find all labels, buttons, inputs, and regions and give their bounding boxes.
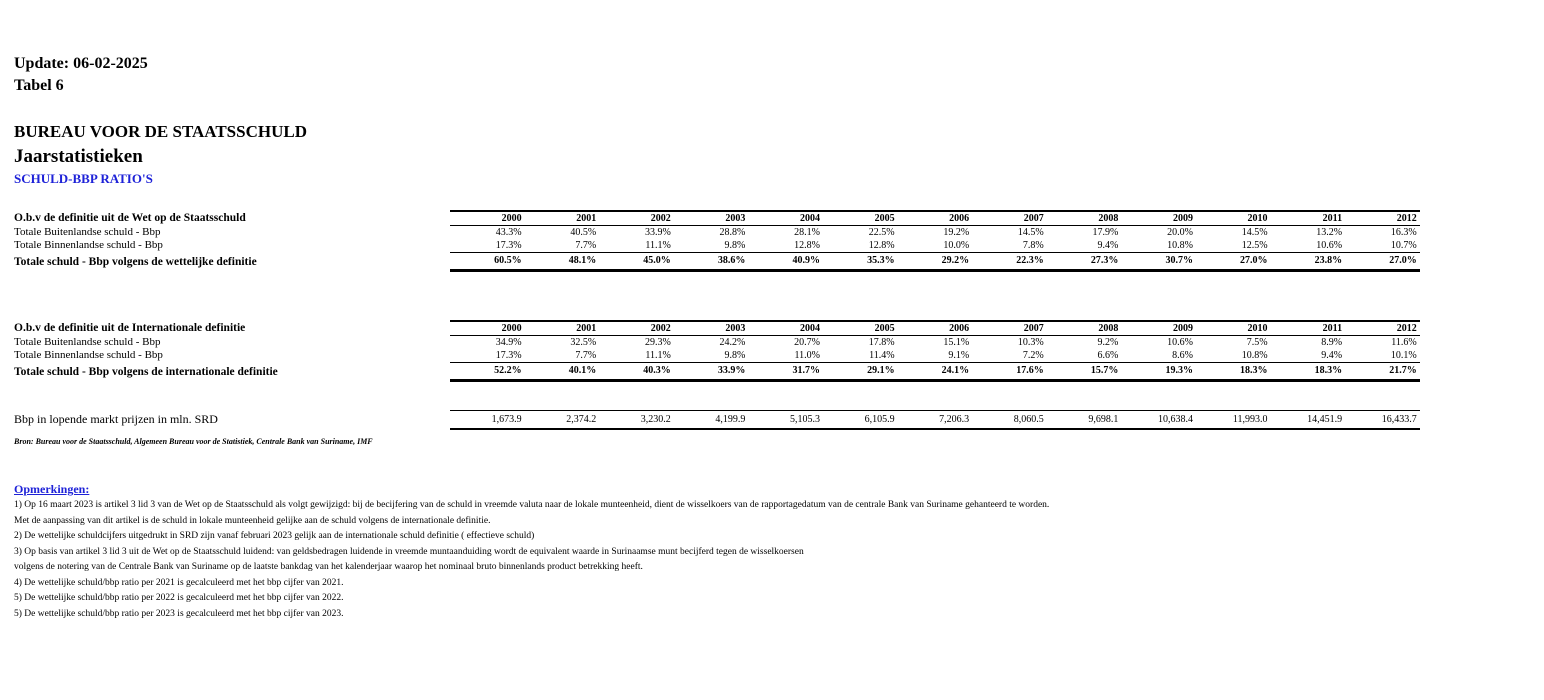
remark-line: 5) De wettelijke schuld/bbp ratio per 2022 is gecalculeerd met het bbp cijfer van 2022.	[14, 593, 344, 603]
remark-line: 3) Op basis van artikel 3 lid 3 uit de Wet op de Staatsschuld luidend: van geldsbedragen luidende in vreemde muntaanduiding wordt de equivalent waarde in Surinaamse munt becijferd tegen de wisselkoersen	[14, 546, 804, 557]
gdp-cell: 1,673.9	[450, 411, 525, 430]
total-cell: 31.7%	[748, 363, 823, 381]
total-row	[14, 363, 1420, 381]
remarks-title[interactable]: Opmerkingen:	[14, 482, 90, 496]
gdp-cell: 9,698.1	[1047, 411, 1122, 430]
year-header: 2004	[748, 211, 823, 226]
ratio-cell: 9.4%	[1097, 240, 1119, 251]
update-date: Update: 06-02-2025	[14, 55, 148, 72]
ratio-cell: 11.4%	[869, 350, 895, 361]
ratio-cell: 12.5%	[1241, 240, 1268, 251]
ratio-cell: 11.1%	[645, 240, 671, 251]
total-cell: 40.3%	[599, 363, 674, 381]
total-cell: 29.1%	[823, 363, 898, 381]
total-cell: 24.1%	[898, 363, 973, 381]
remark-line: volgens de notering van de Centrale Bank van Suriname op de laatste bankdag van het kalenderjaar waarop het nominaal bruto binnenlands product betrekking heeft.	[14, 562, 643, 572]
table-international-definition	[14, 320, 1420, 382]
table-header-row	[14, 211, 1420, 226]
gdp-cell: 10,638.4	[1121, 411, 1196, 430]
ratio-cell: 22.5%	[868, 227, 895, 238]
total-cell: 27.0%	[1196, 253, 1271, 271]
ratio-cell: 17.3%	[495, 240, 522, 251]
ratio-cell: 7.7%	[575, 350, 597, 361]
total-cell: 45.0%	[599, 253, 674, 271]
ratio-cell: 12.8%	[794, 240, 820, 251]
gdp-cell: 11,993.0	[1196, 411, 1271, 430]
total-cell: 27.0%	[1345, 253, 1420, 271]
row-label: Totale Buitenlandse schuld - Bbp	[14, 225, 161, 238]
year-header: 2005	[823, 321, 898, 336]
total-cell: 29.2%	[898, 253, 973, 271]
total-row	[14, 253, 1420, 271]
year-header: 2005	[823, 211, 898, 226]
row-label: Totale Buitenlandse schuld - Bbp	[14, 335, 161, 348]
ratio-cell: 7.5%	[1246, 337, 1268, 348]
ratio-cell: 9.2%	[1097, 337, 1119, 348]
ratio-cell: 10.6%	[1316, 240, 1343, 251]
ratio-cell: 20.0%	[1167, 227, 1193, 238]
year-header: 2001	[525, 321, 600, 336]
table-number: Tabel 6	[14, 77, 64, 94]
ratio-cell: 10.8%	[1167, 240, 1193, 251]
ratio-cell: 14.5%	[1017, 227, 1044, 238]
ratio-cell: 40.5%	[570, 227, 597, 238]
gdp-cell: 16,433.7	[1345, 411, 1420, 430]
ratio-cell: 15.1%	[943, 337, 970, 348]
year-header: 2008	[1047, 211, 1122, 226]
total-cell: 52.2%	[450, 363, 525, 381]
total-cell: 19.3%	[1121, 363, 1196, 381]
year-header: 2007	[972, 321, 1047, 336]
year-header: 2000	[450, 321, 525, 336]
table-row	[14, 226, 1420, 240]
gdp-cell: 4,199.9	[674, 411, 749, 430]
gdp-cell: 2,374.2	[525, 411, 600, 430]
ratio-cell: 9.1%	[948, 350, 970, 361]
ratio-cell: 19.2%	[943, 227, 970, 238]
ratio-cell: 17.8%	[868, 337, 895, 348]
gdp-cell: 5,105.3	[748, 411, 823, 430]
table-row	[14, 239, 1420, 253]
ratio-cell: 9.8%	[724, 240, 746, 251]
ratio-cell: 20.7%	[794, 337, 820, 348]
year-header: 2002	[599, 321, 674, 336]
ratio-cell: 11.0%	[794, 350, 820, 361]
ratio-cell: 24.2%	[719, 337, 746, 348]
ratio-cell: 28.1%	[794, 227, 820, 238]
ratio-cell: 10.6%	[1167, 337, 1193, 348]
gdp-cell: 7,206.3	[898, 411, 973, 430]
remark-line: 4) De wettelijke schuld/bbp ratio per 2021 is gecalculeerd met het bbp cijfer van 2021.	[14, 577, 344, 588]
gdp-cell: 14,451.9	[1271, 411, 1346, 430]
ratio-cell: 10.3%	[1017, 337, 1044, 348]
total-cell: 15.7%	[1047, 363, 1122, 381]
year-header: 2000	[450, 211, 525, 226]
ratio-cell: 14.5%	[1241, 227, 1268, 238]
ratio-cell: 9.8%	[724, 350, 746, 361]
definition-title: O.b.v de definitie uit de Wet op de Staatsschuld	[14, 211, 246, 224]
year-header: 2003	[674, 321, 749, 336]
total-label: Totale schuld - Bbp volgens de internationale definitie	[14, 365, 278, 378]
gdp-cell: 8,060.5	[972, 411, 1047, 430]
organization-title: BUREAU VOOR DE STAATSSCHULD	[14, 122, 307, 141]
page-subtitle: Jaarstatistieken	[14, 146, 143, 167]
year-header: 2002	[599, 211, 674, 226]
total-cell: 18.3%	[1271, 363, 1346, 381]
ratio-cell: 43.3%	[495, 227, 522, 238]
ratio-cell: 9.4%	[1321, 350, 1343, 361]
year-header: 2003	[674, 211, 749, 226]
table-gdp	[14, 410, 1420, 430]
remarks-list	[14, 498, 1049, 622]
year-header: 2008	[1047, 321, 1122, 336]
total-cell: 40.9%	[748, 253, 823, 271]
table-header-row	[14, 321, 1420, 336]
ratio-cell: 7.2%	[1022, 350, 1044, 361]
year-header: 2007	[972, 211, 1047, 226]
table-row	[14, 349, 1420, 363]
year-header: 2006	[898, 321, 973, 336]
ratio-cell: 7.7%	[575, 240, 597, 251]
total-cell: 22.3%	[972, 253, 1047, 271]
ratio-cell: 17.3%	[495, 350, 522, 361]
total-cell: 17.6%	[972, 363, 1047, 381]
ratio-cell: 11.1%	[645, 350, 671, 361]
ratio-cell: 11.6%	[1391, 337, 1417, 348]
row-label: Totale Binnenlandse schuld - Bbp	[14, 349, 163, 362]
ratio-cell: 10.7%	[1390, 240, 1417, 251]
year-header: 2001	[525, 211, 600, 226]
ratio-cell: 6.6%	[1097, 350, 1119, 361]
total-cell: 48.1%	[525, 253, 600, 271]
total-cell: 38.6%	[674, 253, 749, 271]
year-header: 2011	[1271, 211, 1346, 226]
remark-line: Met de aanpassing van dit artikel is de schuld in lokale munteenheid gelijke aan de schuld volgens de internationale definitie.	[14, 515, 491, 526]
ratio-cell: 8.9%	[1321, 337, 1343, 348]
total-cell: 35.3%	[823, 253, 898, 271]
table-row	[14, 336, 1420, 350]
total-cell: 21.7%	[1345, 363, 1420, 381]
gdp-row	[14, 411, 1420, 430]
year-header: 2009	[1121, 211, 1196, 226]
ratio-cell: 10.0%	[943, 240, 970, 251]
total-cell: 18.3%	[1196, 363, 1271, 381]
ratio-cell: 7.8%	[1022, 240, 1044, 251]
remark-line: 5) De wettelijke schuld/bbp ratio per 2023 is gecalculeerd met het bbp cijfer van 2023.	[14, 608, 344, 619]
table-legal-definition	[14, 210, 1420, 272]
ratio-cell: 16.3%	[1390, 227, 1417, 238]
ratio-cell: 29.3%	[644, 337, 671, 348]
year-header: 2012	[1345, 321, 1420, 336]
year-header: 2011	[1271, 321, 1346, 336]
ratio-cell: 34.9%	[495, 337, 522, 348]
gdp-cell: 3,230.2	[599, 411, 674, 430]
ratio-cell: 32.5%	[570, 337, 597, 348]
year-header: 2012	[1345, 211, 1420, 226]
ratio-cell: 28.8%	[719, 227, 746, 238]
source-note: Bron: Bureau voor de Staatsschuld, Algemeen Bureau voor de Statistiek, Centrale Bank van Suriname, IMF	[14, 437, 373, 446]
total-cell: 40.1%	[525, 363, 600, 381]
ratio-cell: 10.8%	[1241, 350, 1268, 361]
definition-title: O.b.v de definitie uit de Internationale definitie	[14, 321, 246, 334]
ratio-cell: 8.6%	[1172, 350, 1193, 361]
total-cell: 27.3%	[1047, 253, 1122, 271]
remark-line: 2) De wettelijke schuldcijfers uitgedrukt in SRD zijn vanaf februari 2023 gelijk aan de internationale schuld definitie ( effectieve schuld)	[14, 531, 535, 541]
total-cell: 60.5%	[450, 253, 525, 271]
ratio-cell: 13.2%	[1316, 227, 1343, 238]
ratio-cell: 12.8%	[868, 240, 895, 251]
ratio-cell: 17.9%	[1092, 227, 1119, 238]
section-title: SCHULD-BBP RATIO'S	[14, 171, 153, 186]
total-cell: 33.9%	[674, 363, 749, 381]
year-header: 2004	[748, 321, 823, 336]
gdp-cell: 6,105.9	[823, 411, 898, 430]
year-header: 2010	[1196, 321, 1271, 336]
year-header: 2006	[898, 211, 973, 226]
total-cell: 23.8%	[1271, 253, 1346, 271]
year-header: 2010	[1196, 211, 1271, 226]
gdp-label: Bbp in lopende markt prijzen in mln. SRD	[14, 412, 218, 427]
ratio-cell: 10.1%	[1390, 350, 1417, 361]
total-cell: 30.7%	[1121, 253, 1196, 271]
total-label: Totale schuld - Bbp volgens de wettelijke definitie	[14, 255, 257, 268]
year-header: 2009	[1121, 321, 1196, 336]
ratio-cell: 33.9%	[644, 227, 671, 238]
row-label: Totale Binnenlandse schuld - Bbp	[14, 239, 163, 252]
remark-line: 1) Op 16 maart 2023 is artikel 3 lid 3 van de Wet op de Staatsschuld als volgt gewijzigd: bij de becijfering van de schuld in vreemde valuta naar de lokale munteenheid, dient de wisselkoers van de rapportagedatum van de centrale Bank van Suriname gehanteerd te worden.	[14, 500, 1050, 510]
